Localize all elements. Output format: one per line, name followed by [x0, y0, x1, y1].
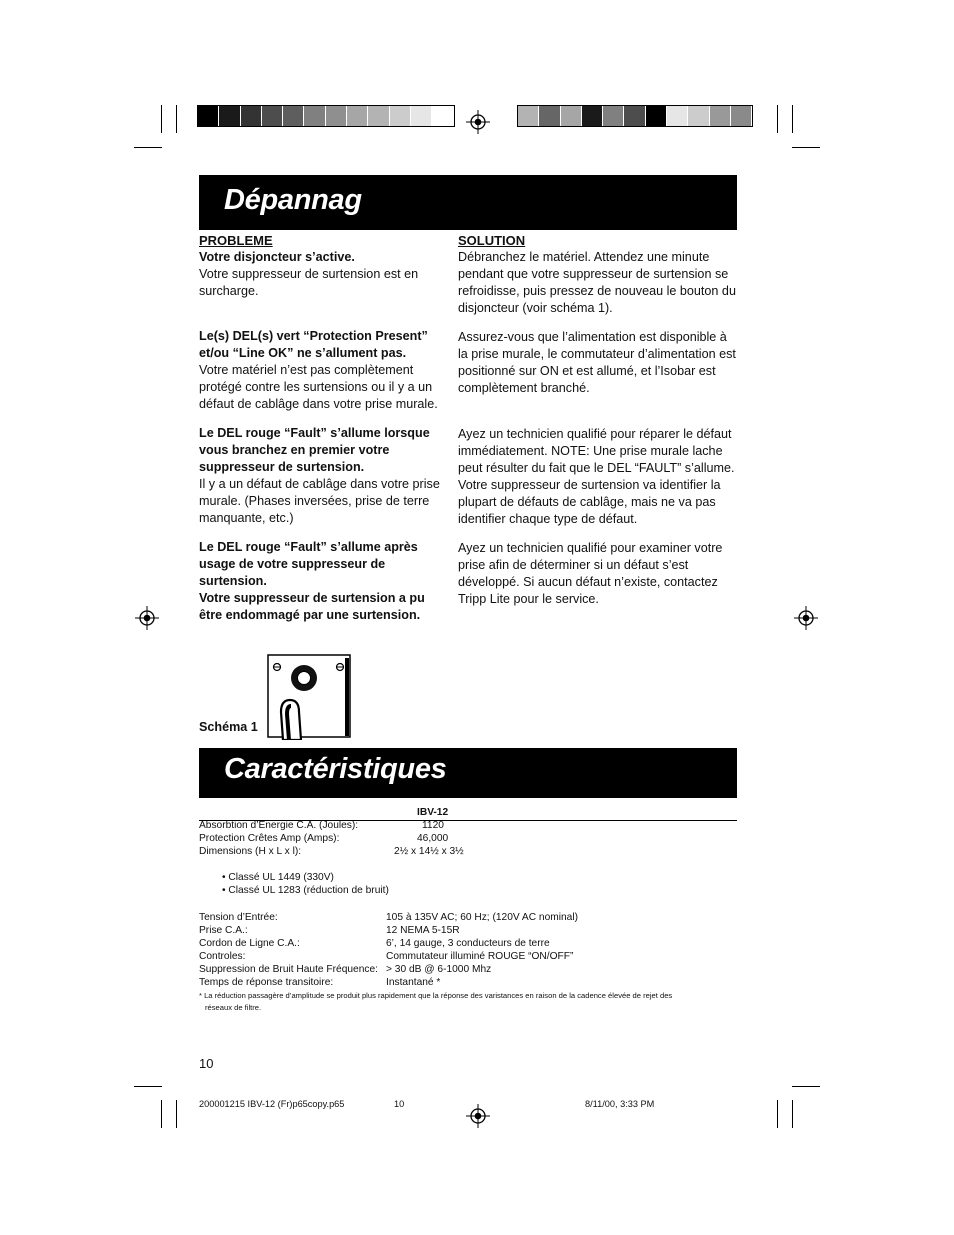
- color-swatch: [603, 106, 624, 126]
- crop-mark: [792, 147, 820, 148]
- crop-mark: [777, 105, 778, 133]
- problem-3-title: Le DEL rouge “Fault” s’allume lorsque vous branchez en premier votre suppresseur de surtension.: [199, 426, 430, 474]
- problem-4-note: Votre suppresseur de surtension a pu être endommagé par une surtension.: [199, 591, 425, 622]
- problem-header: PROBLEME: [199, 233, 273, 248]
- slug-date: 8/11/00, 3:33 PM: [585, 1099, 655, 1109]
- crop-mark: [134, 147, 162, 148]
- solution-4-text: Ayez un technicien qualifié pour examiner votre prise afin de déterminer si un défaut s’est développé. Si aucun défaut n’existe, contactez Tripp Lite pour le service.: [458, 541, 723, 606]
- troubleshooting-banner: [199, 175, 737, 230]
- color-bar-left: [197, 105, 455, 127]
- color-swatch: [241, 106, 262, 126]
- registration-mark-icon: [794, 606, 818, 630]
- detail-label: Prise C.A.:: [199, 925, 248, 936]
- color-swatch: [262, 106, 283, 126]
- color-swatch: [582, 106, 603, 126]
- color-swatch: [304, 106, 325, 126]
- color-swatch: [667, 106, 688, 126]
- solution-2-text: Assurez-vous que l’alimentation est disponible à la prise murale, le commutateur d’alimentation est positionné sur ON et est allumé, et l’Isobar est complètement branché.: [458, 330, 736, 395]
- color-swatch: [624, 106, 645, 126]
- problem-4: [199, 539, 444, 624]
- detail-value: 12 NEMA 5-15R: [386, 925, 460, 936]
- detail-label: Cordon de Ligne C.A.:: [199, 938, 300, 949]
- spec-row-value: 46,000: [417, 833, 449, 844]
- problem-column: [199, 232, 444, 300]
- registration-mark-icon: [466, 110, 490, 134]
- certification-bullet: • Classé UL 1283 (réduction de bruit): [222, 885, 389, 896]
- solution-header: SOLUTION: [458, 233, 526, 248]
- footnote-continued: réseaux de filtre.: [205, 1003, 262, 1012]
- problem-1-title: Votre disjoncteur s’active.: [199, 250, 355, 264]
- problem-2-text: Votre matériel n’est pas complètement protégé contre les surtensions ou il y a un défaut de cablâge dans votre prise murale.: [199, 363, 438, 411]
- detail-label: Temps de réponse transitoire:: [199, 977, 334, 988]
- color-swatch: [646, 106, 667, 126]
- detail-value: Commutateur illuminé ROUGE “ON/OFF”: [386, 951, 574, 962]
- detail-label: Controles:: [199, 951, 246, 962]
- solution-3: [458, 426, 738, 528]
- problem-3: [199, 425, 444, 527]
- problem-2: [199, 328, 444, 413]
- certification-bullet: • Classé UL 1449 (330V): [222, 872, 334, 883]
- problem-3-text: Il y a un défaut de cablâge dans votre prise murale. (Phases inversées, prise de terre manquante, etc.): [199, 477, 440, 525]
- color-swatch: [347, 106, 368, 126]
- footnote: * La réduction passagère d’amplitude se produit plus rapidement que la réponse des varistances en raison de la cadence élevée de rejet des: [199, 991, 673, 1000]
- color-swatch: [688, 106, 709, 126]
- detail-value: Instantané *: [386, 977, 441, 988]
- crop-mark: [777, 1100, 778, 1128]
- color-swatch: [283, 106, 304, 126]
- problem-2-title: Le(s) DEL(s) vert “Protection Present” et/ou “Line OK” ne s’allument pas.: [199, 329, 428, 360]
- specs-title: Caractéristiques: [224, 753, 447, 785]
- detail-label: Suppression de Bruit Haute Fréquence:: [199, 964, 378, 975]
- detail-label: Tension d’Entrée:: [199, 912, 278, 923]
- crop-mark: [176, 1100, 177, 1128]
- slug-filename: 200001215 IBV-12 (Fr)p65copy.p65: [199, 1099, 345, 1109]
- crop-mark: [161, 1100, 162, 1128]
- troubleshooting-title: Dépannag: [224, 184, 362, 216]
- color-swatch: [731, 106, 752, 126]
- color-swatch: [518, 106, 539, 126]
- spec-row-label: Dimensions (H x L x l):: [199, 846, 302, 857]
- color-swatch: [198, 106, 219, 126]
- color-swatch: [390, 106, 411, 126]
- color-swatch: [368, 106, 389, 126]
- figure-label: Schéma 1: [199, 720, 258, 734]
- crop-mark: [792, 1086, 820, 1087]
- spec-row-label: Absorbtion d’Energie C.A. (Joules):: [199, 820, 359, 831]
- registration-mark-icon: [466, 1104, 490, 1128]
- detail-value: 105 à 135V AC; 60 Hz; (120V AC nominal): [386, 912, 578, 923]
- problem-4-title: Le DEL rouge “Fault” s’allume après usage de votre suppresseur de surtension.: [199, 540, 418, 588]
- slug-page: 10: [394, 1099, 405, 1109]
- color-bar-right: [517, 105, 753, 127]
- solution-4: [458, 540, 738, 608]
- crop-mark: [161, 105, 162, 133]
- crop-mark: [792, 1100, 793, 1128]
- registration-mark-icon: [135, 606, 159, 630]
- color-swatch: [432, 106, 453, 126]
- spec-row-value: 2½ x 14½ x 3½: [394, 846, 464, 857]
- solution-column: [458, 232, 738, 317]
- detail-value: > 30 dB @ 6-1000 Mhz: [386, 964, 492, 975]
- specs-banner: [199, 748, 737, 798]
- solution-3-text: Ayez un technicien qualifié pour réparer le défaut immédiatement. NOTE: Une prise murale lache peut résulter du fait que le DEL “FAULT” s’allume. Votre suppresseur de surtension va identifier la plupart de défauts de cablâge, mais ne va pas identifier chaque type de défaut.: [458, 427, 735, 526]
- color-swatch: [561, 106, 582, 126]
- page-number: 10: [199, 1056, 214, 1071]
- detail-value: 6’, 14 gauge, 3 conducteurs de terre: [386, 938, 550, 949]
- color-swatch: [219, 106, 240, 126]
- crop-mark: [176, 105, 177, 133]
- spec-row-label: Protection Crêtes Amp (Amps):: [199, 833, 340, 844]
- spec-row-value: 1120: [422, 820, 444, 831]
- breaker-diagram-icon: [267, 654, 353, 740]
- crop-mark: [792, 105, 793, 133]
- model-header: IBV-12: [417, 807, 449, 818]
- solution-1: Débranchez le matériel. Attendez une minute pendant que votre suppresseur de surtension se refroidisse, puis pressez de nouveau le bouton du disjoncteur (voir schéma 1).: [458, 250, 736, 315]
- solution-2: [458, 329, 738, 397]
- color-swatch: [710, 106, 731, 126]
- color-swatch: [411, 106, 432, 126]
- problem-1-text: Votre suppresseur de surtension est en surcharge.: [199, 267, 419, 298]
- crop-mark: [134, 1086, 162, 1087]
- color-swatch: [539, 106, 560, 126]
- color-swatch: [326, 106, 347, 126]
